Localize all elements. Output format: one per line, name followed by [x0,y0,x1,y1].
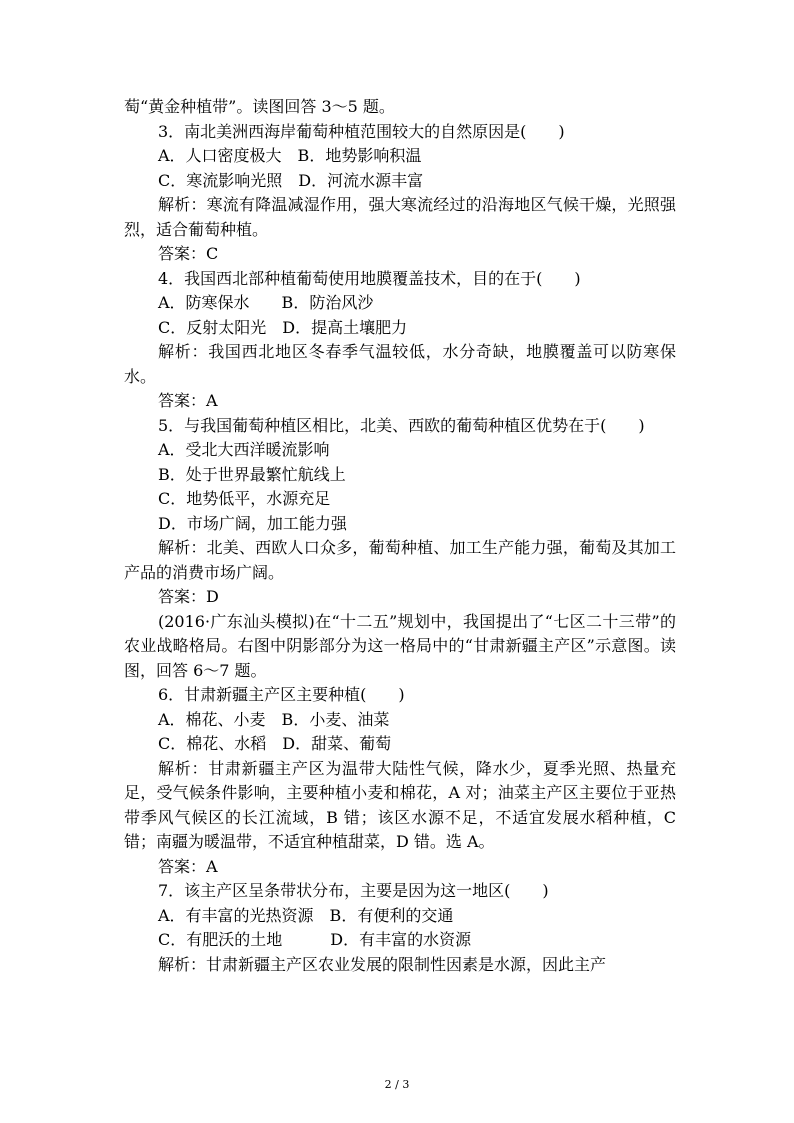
question-6-analysis: 解析：甘肃新疆主产区为温带大陆性气候，降水少，夏季光照、热量充足，受气候条件影响，主要种植小麦和棉花，A 对；油菜主产区主要位于亚热带季风气候区的长江流域，B 错；该区水源不足，不适宜发展水稻种植，C 错；南疆为暖温带，不适宜种植甜菜，D 错。选 A。 [124,758,676,851]
question-4-options-cd: C．反射太阳光 D．提高土壤肥力 [158,317,408,337]
question-5: 5．与我国葡萄种植区相比，北美、西欧的葡萄种植区优势在于( ) [158,415,645,435]
question-7-options-ab: A．有丰富的光热资源 B．有便利的交通 [158,905,454,925]
question-7: 7．该主产区呈条带状分布，主要是因为这一地区( ) [158,881,549,900]
question-5-option-b: B．处于世界最繁忙航线上 [158,464,346,484]
question-6-options-ab: A．棉花、小麦 B．小麦、油菜 [158,709,390,729]
question-5-analysis: 解析：北美、西欧人口众多，葡萄种植、加工生产能力强，葡萄及其加工产品的消费市场广阔。 [124,538,676,582]
question-4-answer: 答案：A [158,391,218,410]
question-7-options-cd: C．有肥沃的土地 D．有丰富的水资源 [158,930,472,949]
intro-tail: 萄“黄金种植带”。读图回答 3～5 题。 [124,97,395,116]
question-5-option-c: C．地势低平，水源充足 [158,489,331,508]
question-3-options-ab: A．人口密度极大 B．地势影响积温 [158,146,422,165]
question-4-analysis: 解析：我国西北地区冬春季气温较低，水分奇缺，地膜覆盖可以防寒保水。 [124,342,676,386]
question-5-answer: 答案：D [158,587,219,606]
question-3: 3．南北美洲西海岸葡萄种植范围较大的自然原因是( ) [158,121,565,141]
question-3-options-cd: C．寒流影响光照 D．河流水源丰富 [158,170,424,190]
question-4-options-ab: A．防寒保水 B．防治风沙 [158,293,374,312]
question-5-option-a: A．受北大西洋暖流影响 [158,440,330,459]
question-3-answer: 答案：C [158,244,219,263]
page-content [124,95,676,977]
question-3-analysis: 解析：寒流有降温减湿作用，强大寒流经过的沿海地区气候干燥，光照强烈，适合葡萄种植。 [124,195,676,239]
question-6-answer: 答案：A [158,856,218,876]
question-6-options-cd: C．棉花、水稻 D．甜菜、葡萄 [158,734,392,753]
material-intro-6-7: (2016·广东汕头模拟)在“十二五”规划中，我国提出了“七区二十三带”的农业战略格局。右图中阴影部分为这一格局中的“甘肃新疆主产区”示意图。读图，回答 6～7 题。 [124,611,676,680]
question-7-analysis: 解析：甘肃新疆主产区农业发展的限制性因素是水源，因此主产 [158,954,607,974]
page-number: 2 / 3 [384,1078,410,1091]
question-6: 6．甘肃新疆主产区主要种植( ) [158,685,405,704]
question-5-option-d: D．市场广阔，加工能力强 [158,513,347,533]
question-4: 4．我国西北部种植葡萄使用地膜覆盖技术，目的在于( ) [158,268,581,288]
